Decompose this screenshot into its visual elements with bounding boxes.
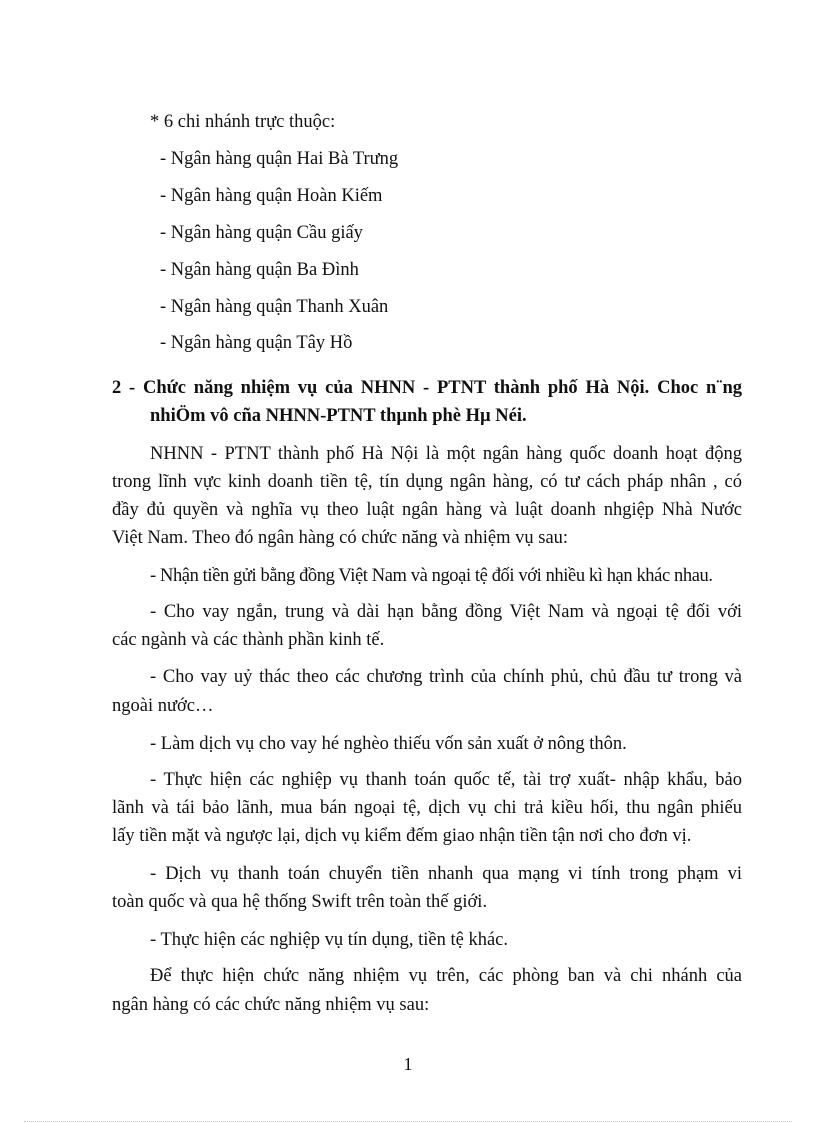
- duty-line: ngoài nước…: [112, 696, 214, 716]
- duty-line: - Dịch vụ thanh toán chuyển tiền nhanh qua mạng vi tính trong phạm vi: [150, 864, 742, 884]
- branch-item: - Ngân hàng quận Tây Hồ: [160, 333, 353, 353]
- duty-line: - Thực hiện các nghiệp vụ tín dụng, tiền tệ khác.: [150, 930, 508, 950]
- duty-line: - Cho vay uỷ thác theo các chương trình của chính phủ, chủ đầu tư trong và: [150, 667, 742, 687]
- branch-item: - Ngân hàng quận Cầu giấy: [160, 223, 363, 243]
- duty-line: lãnh và tái bảo lãnh, mua bán ngoại tệ, dịch vụ chi trả kiều hối, thu ngân phiếu: [112, 798, 742, 818]
- duty-line: - Thực hiện các nghiệp vụ thanh toán quốc tế, tài trợ xuất- nhập khẩu, bảo: [150, 770, 742, 790]
- intro-line: NHNN - PTNT thành phố Hà Nội là một ngân hàng quốc doanh hoạt động: [150, 444, 742, 464]
- branch-item: - Ngân hàng quận Thanh Xuân: [160, 297, 389, 317]
- branch-item: - Ngân hàng quận Ba Đình: [160, 260, 359, 280]
- branch-item: - Ngân hàng quận Hoàn Kiếm: [160, 186, 383, 206]
- duty-line: các ngành và các thành phần kinh tế.: [112, 630, 385, 650]
- duty-line: lấy tiền mặt và ngược lại, dịch vụ kiểm đếm giao nhận tiền tận nơi cho đơn vị.: [112, 826, 692, 846]
- duty-line: toàn quốc và qua hệ thống Swift trên toàn thế giới.: [112, 892, 488, 912]
- branch-item: - Ngân hàng quận Hai Bà Trưng: [160, 149, 399, 169]
- section-heading: 2 - Chức năng nhiệm vụ của NHNN - PTNT thành phố Hà Nội. Choc n¨ng: [112, 378, 742, 398]
- intro-line: trong lĩnh vực kinh doanh tiền tệ, tín dụng ngân hàng, có tư cách pháp nhân , có: [112, 472, 742, 492]
- duty-line: - Làm dịch vụ cho vay hé nghèo thiếu vốn sản xuất ở nông thôn.: [150, 734, 627, 754]
- closing-line: Để thực hiện chức năng nhiệm vụ trên, các phòng ban và chi nhánh của: [150, 966, 742, 986]
- page-bottom-rule: [24, 1121, 792, 1122]
- branches-heading: * 6 chi nhánh trực thuộc:: [150, 112, 336, 132]
- closing-line: ngân hàng có các chức năng nhiệm vụ sau:: [112, 995, 430, 1015]
- section-heading-continuation: nhiÖm vô cña NHNN-PTNT thµnh phè Hµ Néi.: [150, 406, 527, 426]
- duty-line: - Nhận tiền gửi bằng đồng Việt Nam và ngoại tệ đối với nhiều kì hạn khác nhau.: [150, 566, 713, 586]
- duty-line: - Cho vay ngắn, trung và dài hạn bằng đồng Việt Nam và ngoại tệ đối với: [150, 602, 742, 622]
- intro-line: Việt Nam. Theo đó ngân hàng có chức năng và nhiệm vụ sau:: [112, 528, 569, 548]
- page-number: 1: [403, 1054, 413, 1074]
- intro-line: đầy đủ quyền và nghĩa vụ theo luật ngân hàng và luật doanh nhgiệp Nhà Nước: [112, 500, 742, 520]
